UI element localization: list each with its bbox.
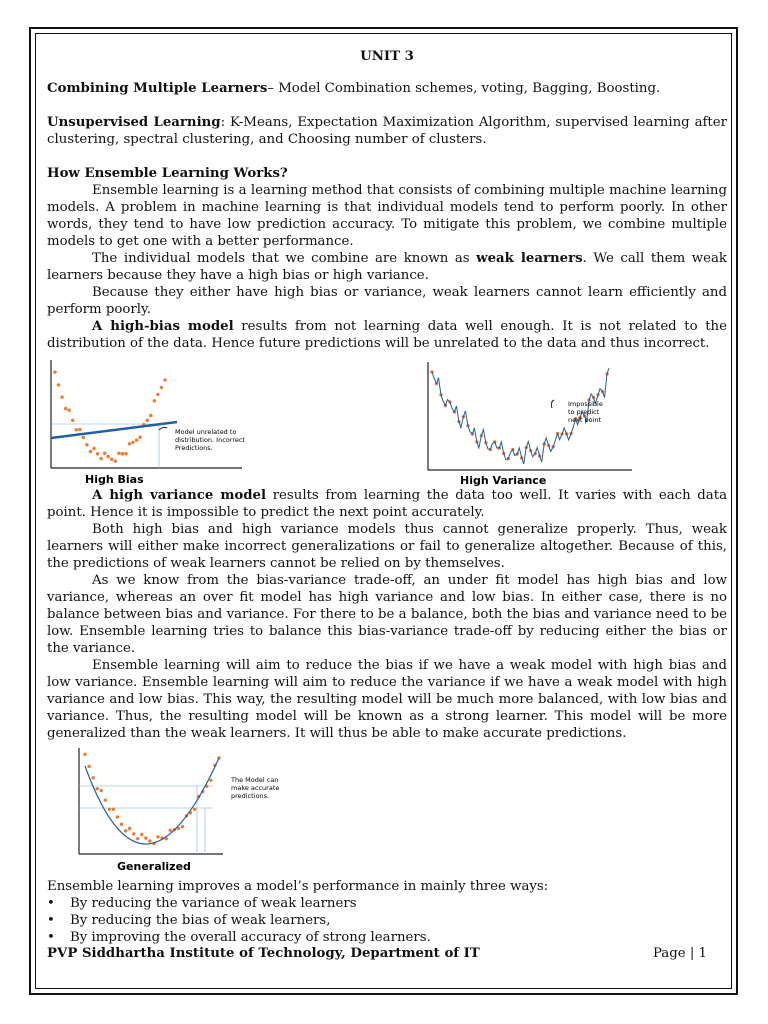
unit-topic-unsupervised xyxy=(47,114,727,148)
bold-term: A high-bias model xyxy=(92,319,234,334)
callout-arrow xyxy=(551,400,554,408)
data-point xyxy=(67,409,70,412)
topic-heading: Unsupervised Learning xyxy=(47,115,221,130)
data-point xyxy=(104,798,107,801)
data-point xyxy=(144,836,147,839)
callout-note: predictions. xyxy=(231,792,270,800)
data-point xyxy=(108,807,111,810)
data-point xyxy=(163,378,166,381)
data-point xyxy=(92,447,95,450)
data-point xyxy=(131,441,134,444)
data-point xyxy=(82,436,85,439)
data-point xyxy=(193,807,196,810)
data-point xyxy=(169,829,172,832)
data-point xyxy=(209,779,212,782)
data-point xyxy=(114,459,117,462)
topic-text: – Model Combination schemes, voting, Bagging, Boosting. xyxy=(267,81,661,96)
data-point xyxy=(117,452,120,455)
data-point xyxy=(148,839,151,842)
data-point xyxy=(110,458,113,461)
data-point xyxy=(96,452,99,455)
document-page xyxy=(47,48,727,946)
data-point xyxy=(64,407,67,410)
paragraph xyxy=(47,250,727,284)
data-point xyxy=(146,419,149,422)
paragraph xyxy=(47,487,727,521)
text: results from not learning data well enough. It is not related to the distribution of the data. Hence future predictions will be unrelated to the data and thus incorrect. xyxy=(47,319,727,351)
section-heading xyxy=(47,165,727,182)
text: results from learning the data too well. It varies with each data point. Hence it is impossible to predict the next point accurately. xyxy=(47,488,728,520)
topic-heading: Combining Multiple Learners xyxy=(47,81,268,96)
data-point xyxy=(140,833,143,836)
data-point xyxy=(156,835,159,838)
text: . We call them weak learners because they have a high bias or high variance. xyxy=(47,251,727,283)
data-point xyxy=(153,399,156,402)
callout-note: Impossible xyxy=(568,400,603,408)
callout-note: Predictions. xyxy=(175,444,213,452)
data-point xyxy=(85,443,88,446)
data-point xyxy=(87,765,90,768)
data-point xyxy=(132,832,135,835)
data-point xyxy=(75,428,78,431)
paragraph: As we know from the bias-variance trade-off, an under fit model has high bias and low variance, whereas an over fit model has high variance and low bias. In either case, there is no balance between bias and variance. For there to be a balance, both the bias and variance need to be low. Ensemble learning tries to balance this bias-variance trade-off by reducing either the bias or the variance. xyxy=(47,573,727,656)
list-item: • By reducing the bias of weak learners, xyxy=(47,912,727,929)
page-number: Page | 1 xyxy=(652,946,707,961)
data-point xyxy=(53,370,56,373)
data-point xyxy=(120,823,123,826)
data-point xyxy=(60,395,63,398)
callout-note: The Model can xyxy=(231,776,279,784)
data-point xyxy=(112,808,115,811)
data-point xyxy=(57,383,60,386)
figure-caption: High Variance xyxy=(460,474,547,486)
data-point xyxy=(124,452,127,455)
bullet-list xyxy=(47,895,727,946)
data-points xyxy=(53,370,166,462)
list-intro: Ensemble learning improves a model’s performance in mainly three ways: xyxy=(47,879,549,894)
data-point xyxy=(128,442,131,445)
data-point xyxy=(107,455,110,458)
paragraph: Ensemble learning is a learning method that consists of combining multiple machine learning models. A problem in machine learning is that individual models tend to perform poorly. In other words, they tend to have low prediction accuracy. To mitigate this problem, we combine multiple models to get one with a better performance. xyxy=(47,183,727,249)
paragraph: Ensemble learning will aim to reduce the bias if we have a weak model with high bias and low variance. Ensemble learning will aim to reduce the variance if we have a weak model with high variance and low bias. This way, the resulting model will be much more balanced, with low bias and variance. Thus, the resulting model will be known as a strong learner. This model will be more generalized than the weak learners. It will thus be able to make accurate predictions. xyxy=(47,658,727,741)
figure-row xyxy=(47,352,727,487)
data-point xyxy=(121,452,124,455)
callout-note: make accurate xyxy=(231,784,280,792)
data-point xyxy=(95,787,98,790)
data-point xyxy=(138,436,141,439)
data-point xyxy=(160,386,163,389)
data-point xyxy=(181,825,184,828)
data-point xyxy=(103,452,106,455)
data-point xyxy=(100,789,103,792)
data-point xyxy=(83,753,86,756)
footer-institution: PVP Siddhartha Institute of Technology, Department of IT xyxy=(47,946,480,961)
figure-caption: Generalized xyxy=(117,860,191,873)
data-point xyxy=(156,393,159,396)
bold-term: A high variance model xyxy=(92,488,267,503)
data-point xyxy=(116,815,119,818)
section-heading-text: How Ensemble Learning Works? xyxy=(47,166,288,181)
page-title: UNIT 3 xyxy=(360,49,414,64)
callout-note: next point xyxy=(568,416,602,424)
figure-row xyxy=(47,742,727,878)
paragraph: Because they either have high bias or variance, weak learners cannot learn efficiently and perform poorly. xyxy=(47,285,727,317)
data-point xyxy=(128,827,131,830)
text: The individual models that we combine are known as xyxy=(92,251,477,266)
high-bias-figure xyxy=(47,358,247,486)
data-point xyxy=(89,450,92,453)
bold-term: weak learners xyxy=(476,251,583,266)
data-point xyxy=(71,419,74,422)
callout-note: Model unrelated to xyxy=(175,428,237,436)
paragraph: Both high bias and high variance models thus cannot generalize properly. Thus, weak learners will either make incorrect generalizations or fail to generalize altogether. Because of this, the predictions of weak learners cannot be relied on by themselves. xyxy=(47,522,727,571)
data-points xyxy=(83,753,220,846)
data-point xyxy=(149,414,152,417)
topic-text: : K-Means, Expectation Maximization Algorithm, supervised learning after clustering, spectral clustering, and Choosing number of clusters. xyxy=(47,115,727,147)
data-point xyxy=(91,776,94,779)
callout-note: distribution. Incorrect xyxy=(175,436,245,444)
list-item: • By improving the overall accuracy of strong learners. xyxy=(47,929,727,946)
generalized-figure xyxy=(73,746,283,876)
data-point xyxy=(124,829,127,832)
callout-arrow xyxy=(159,427,167,430)
figure-caption: High Bias xyxy=(85,473,144,486)
data-point xyxy=(136,837,139,840)
list-item: • By reducing the variance of weak learners xyxy=(47,895,727,912)
data-point xyxy=(99,457,102,460)
callout-note: to predict xyxy=(568,408,600,416)
data-point xyxy=(78,428,81,431)
paragraph xyxy=(47,318,727,352)
unit-topic-combining xyxy=(47,80,727,97)
high-variance-figure xyxy=(422,358,642,486)
data-point xyxy=(135,438,138,441)
page-footer xyxy=(47,946,707,961)
